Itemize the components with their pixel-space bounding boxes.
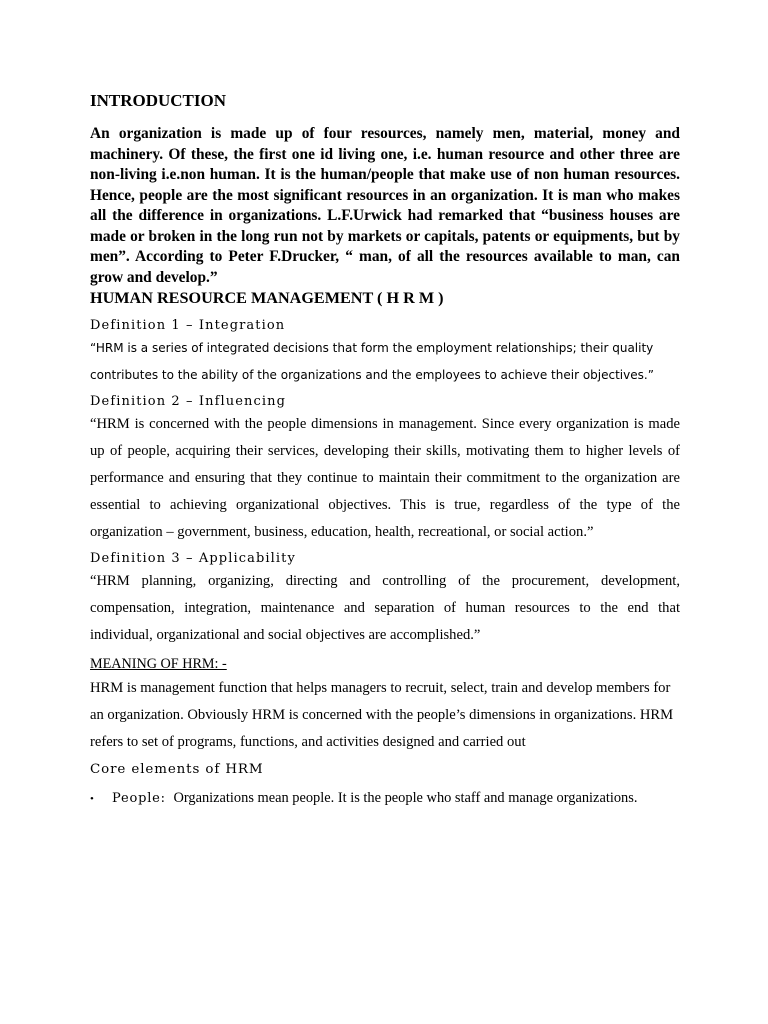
definition-text: “HRM planning, organizing, directing and controlling of the procurement, development, compensation, integration, maintenance and separation of human resources to the end that individual, organizational and social objectives are accomplished.” <box>90 573 680 643</box>
definition-text: “HRM is concerned with the people dimensions in management. Since every organization is made up of people, acquiring their services, developing their skills, motivating them to higher levels of performance and ensuring that they continue to maintain their commitment to the organization are essential to achieving organizational objectives. This is true, regardless of the type of the organization – government, business, education, health, recreational, or social action.” <box>90 416 680 540</box>
definition-1 <box>90 317 680 389</box>
bullet-term: People: <box>112 791 166 806</box>
bullet-text: Organizations mean people. It is the people who staff and manage organizations. <box>173 790 638 806</box>
list-item <box>90 788 680 809</box>
intro-heading: INTRODUCTION <box>90 91 227 110</box>
meaning-title: MEANING OF HRM: - <box>90 656 227 672</box>
meaning-text: HRM is management function that helps managers to recruit, select, train and develop members for an organization. Obviously HRM is concerned with the people’s dimensions in organizations. HRM refers to set of programs, functions, and activities designed and carried out <box>90 680 674 750</box>
definition-title: Definition 3 – Applicability <box>90 551 296 566</box>
definition-2 <box>90 393 680 546</box>
hrm-title: HUMAN RESOURCE MANAGEMENT ( H R M ) <box>90 289 444 307</box>
core-elements-title: Core elements of HRM <box>90 762 264 777</box>
document-page <box>90 90 680 809</box>
definition-title: Definition 2 – Influencing <box>90 394 287 409</box>
definition-text: “HRM is a series of integrated decisions that form the employment relationships; their quality contributes to the ability of the organizations and the employees to achieve their objectives.” <box>90 341 654 382</box>
definition-3 <box>90 550 680 649</box>
core-elements-list <box>90 788 680 809</box>
bullet-icon: • <box>90 793 94 805</box>
definition-title: Definition 1 – Integration <box>90 318 286 333</box>
intro-paragraph: An organization is made up of four resources, namely men, material, money and machinery. Of these, the first one id living one, i.e. human resource and other three are non-living i.e.non human. It is the human/people that make use of non human resources. Hence, people are the most significant resources in an organization. It is man who makes all the difference in organizations. L.F.Urwick had remarked that “business houses are made or broken in the long run not by markets or capitals, patents or equipments, but by men”. According to Peter F.Drucker, “ man, of all the resources available to man, can grow and develop.” <box>90 125 680 286</box>
